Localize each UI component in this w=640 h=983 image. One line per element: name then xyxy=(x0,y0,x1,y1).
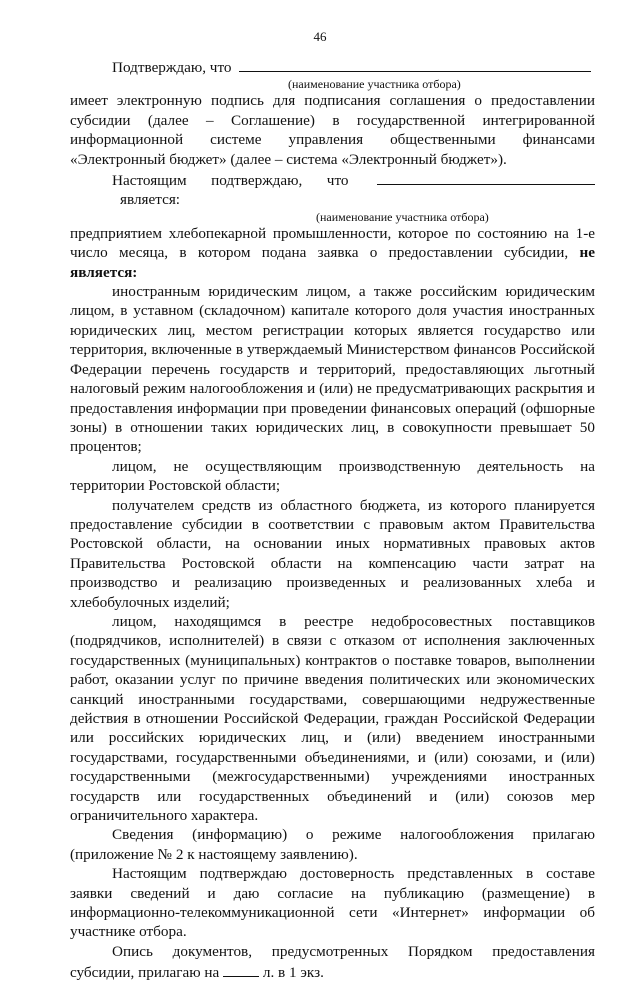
not-is-bold: не является: xyxy=(70,244,596,281)
inventory-paragraph xyxy=(70,942,595,983)
confirm-line-1 xyxy=(70,56,595,77)
page-number: 46 xyxy=(313,29,327,44)
participant-name-field-2[interactable] xyxy=(377,169,595,185)
inventory-tail: л. в 1 экз. xyxy=(262,964,324,982)
participant-hint-1: (наименование участника отбора) xyxy=(288,77,461,92)
confirm-lead-2: Настоящим подтверждаю, что xyxy=(112,172,349,190)
document-body xyxy=(70,56,595,983)
list-item-no-production: лицом, не осуществляющим производственную деятельность на территории Ростовской области; xyxy=(70,457,595,495)
sheet-count-field[interactable] xyxy=(223,961,259,977)
participant-name-field-1[interactable] xyxy=(239,56,591,72)
confirm-trail-2: является: xyxy=(120,191,181,209)
confirm-line-2 xyxy=(70,169,595,210)
list-item-budget-recipient: получателем средств из областного бюджета, из которого планируется предоставление субсидии в соответствии с правовым актом Правительства Ростовской области, на основании иных нормативных правовых актов Правительства Ростовской области на компенсацию части затрат на производство и реализацию произведенных и реализованных хлеба и хлебобулочных изделий; xyxy=(70,496,595,611)
bakery-paragraph xyxy=(70,224,595,282)
consent-paragraph: Настоящим подтверждаю достоверность представленных в составе заявки сведений и даю согласие на публикацию (размещение) в информационно-телекоммуникационной сети «Интернет» информации об участнике отбора. xyxy=(70,865,595,941)
tax-regime-paragraph: Сведения (информацию) о режиме налогообложения прилагаю (приложение № 2 к настоящему заявлению). xyxy=(70,826,595,863)
electronic-signature-paragraph: имеет электронную подпись для подписания соглашения о предоставлении субсидии (далее – Соглашение) в государственной интегрированной информационной системе управления общественными финансами «Электронный бюджет» (далее – система «Электронный бюджет»). xyxy=(70,92,595,168)
confirm-lead-1: Подтверждаю, что xyxy=(112,59,232,76)
list-item-foreign-entity: иностранным юридическим лицом, а также российским юридическим лицом, в уставном (складочном) капитале которого доля участия иностранных юридических лиц, местом регистрации которых является государство или территория, включенные в утверждаемый Министерством финансов Российской Федерации перечень государств и территорий, предоставляющих льготный налоговый режим налогообложения и (или) не предусматривающих раскрытия и предоставления информации при проведении финансовых операций (офшорные зоны) в отношении таких юридических лиц, в совокупности превышает 50 процентов; xyxy=(70,283,595,456)
list-item-unfair-supplier: лицом, находящимся в реестре недобросовестных поставщиков (подрядчиков, исполнителей) в связи с отказом от исполнения заключенных государственных (муниципальных) контрактов о поставке товаров, выполнении работ, оказании услуг по причине введения политических или экономических санкций иностранными государствами, совершающими недружественные действия в отношении Российской Федерации, граждан Российской Федерации или российских юридических лиц, и (или) введением иностранными государствами, государственными объединениями, и (или) союзами, и (или) государственными (межгосударственными) учреждениями иностранных государств или государственных объединений и (или) союзов мер ограничительного характера. xyxy=(70,612,595,825)
bakery-text: предприятием хлебопекарной промышленности, которое по состоянию на 1-е число месяца, в котором подана заявка о предоставлении субсидии, xyxy=(70,224,595,262)
participant-hint-2: (наименование участника отбора) xyxy=(316,209,489,224)
inventory-text: Опись документов, предусмотренных Порядком предоставления субсидии, прилагаю на xyxy=(70,942,595,982)
